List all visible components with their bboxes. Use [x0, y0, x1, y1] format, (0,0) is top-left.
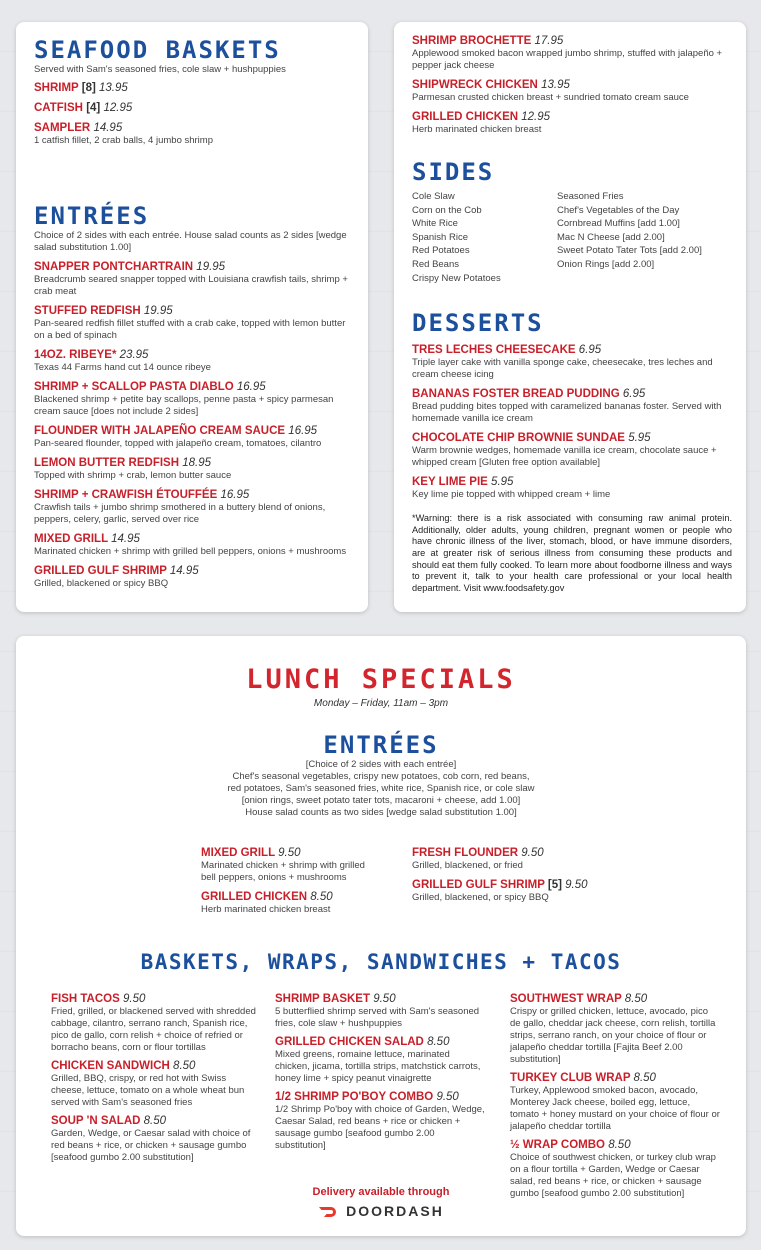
side-item: White Rice [412, 218, 458, 230]
menu-item-description: Herb marinated chicken breast [412, 124, 542, 135]
entrees-heading: ENTRÉES [34, 202, 150, 230]
menu-item [51, 1059, 261, 1109]
menu-item-name: SHRIMP + SCALLOP PASTA DIABLO [34, 381, 234, 393]
menu-item-title [34, 304, 352, 318]
side-item: Red Beans [412, 258, 460, 270]
menu-item-title [510, 992, 720, 1006]
menu-item [412, 846, 612, 872]
menu-item-price: 16.95 [220, 489, 250, 501]
menu-item-title [412, 34, 732, 48]
doordash-icon [318, 1205, 340, 1217]
menu-item-price: 8.50 [143, 1115, 167, 1127]
delivery-text: Delivery available through [312, 1186, 450, 1198]
menu-item [34, 564, 352, 590]
menu-item-description: Fried, grilled, or blackened served with shredded cabbage, cilantro, serrano ranch, Spanish rice, pico de gallo, corn relish + choice of refried or borracho beans, corn or flour tortillas [51, 1006, 256, 1053]
menu-item [412, 475, 732, 501]
menu-item-name: CHOCOLATE CHIP BROWNIE SUNDAE [412, 432, 625, 445]
sides-heading: SIDES [412, 158, 495, 186]
side-item: Mac N Cheese [add 2.00] [557, 231, 665, 243]
menu-item-price: 6.95 [622, 388, 646, 401]
menu-item-name: LEMON BUTTER REDFISH [34, 457, 180, 469]
menu-item-title [412, 846, 612, 860]
menu-item-title [510, 1138, 720, 1152]
desserts-list [412, 343, 732, 501]
lunch-hours: Monday – Friday, 11am – 3pm [313, 698, 449, 709]
menu-item-price: 19.95 [143, 305, 173, 317]
menu-item-price: 14.95 [111, 533, 140, 545]
menu-item [34, 348, 352, 374]
menu-item-title [412, 878, 612, 892]
menu-item [510, 992, 720, 1066]
side-item: Corn on the Cob [412, 204, 482, 216]
menu-item-title [412, 78, 732, 92]
menu-item-title [201, 846, 381, 860]
menu-item-price: 16.95 [236, 381, 266, 393]
menu-item-description: 5 butterflied shrimp served with Sam's seasoned fries, cole slaw + hushpuppies [275, 1006, 480, 1029]
menu-item [275, 992, 485, 1030]
menu-item-name: CATFISH [34, 102, 83, 114]
menu-item [34, 456, 352, 482]
lunch-note-line: House salad counts as two sides [wedge salad substitution 1.00] [245, 807, 517, 818]
menu-item [34, 260, 352, 298]
seafood-baskets-heading: SEAFOOD BASKETS [34, 36, 281, 64]
menu-item-title [34, 348, 352, 362]
menu-item-price: 8.50 [427, 1036, 450, 1048]
menu-item-price: 12.95 [521, 111, 551, 123]
side-item: Cole Slaw [412, 191, 455, 202]
side-item: Red Potatoes [412, 245, 470, 257]
menu-item-title [34, 532, 352, 546]
menu-item [412, 343, 732, 381]
menu-item-name: TURKEY CLUB WRAP [510, 1072, 631, 1084]
entrees-note: Choice of 2 sides with each entrée. House salad counts as 2 sides [wedge salad substitution 1.00] [34, 230, 347, 253]
menu-item-price: 8.50 [624, 993, 648, 1005]
menu-item [51, 992, 261, 1054]
menu-item-price: 9.50 [123, 993, 146, 1005]
menu-item [412, 431, 732, 469]
menu-item-title [34, 564, 352, 578]
lunch-items-left [201, 846, 381, 916]
menu-item-name: 14OZ. RIBEYE* [34, 349, 117, 361]
menu-item-description: Marinated chicken + shrimp with grilled bell peppers, onions + mushrooms [34, 546, 347, 557]
menu-item [275, 1090, 485, 1152]
menu-item-price: 9.50 [565, 879, 588, 891]
menu-item-price: 8.50 [608, 1139, 631, 1151]
menu-item-title [275, 1035, 485, 1049]
menu-item-price: 8.50 [310, 891, 333, 903]
menu-item-price: 14.95 [169, 565, 199, 577]
side-item: Chef's Vegetables of the Day [557, 204, 680, 216]
menu-item-description: Warm brownie wedges, homemade vanilla ice cream, chocolate sauce + whipped cream [Gluten free option available] [412, 445, 717, 469]
menu-item-price: 5.95 [628, 432, 651, 445]
sides-column-left [412, 190, 557, 285]
menu-item-name: MIXED GRILL [201, 847, 275, 859]
menu-item-name: SHRIMP BROCHETTE [412, 35, 532, 47]
lunch-note-line: Chef's seasonal vegetables, crispy new potatoes, cob corn, red beans, [232, 771, 530, 782]
menu-item [34, 121, 352, 147]
menu-item-name: GRILLED CHICKEN [201, 891, 308, 903]
menu-item-description: 1 catfish fillet, 2 crab balls, 4 jumbo shrimp [34, 135, 213, 146]
menu-item-description: 1/2 Shrimp Po'boy with choice of Garden, Wedge, Caesar Salad, red beans + rice or chicken + sausage gumbo [seafood gumbo 2.00 substitution] [275, 1104, 485, 1151]
menu-item [412, 110, 732, 136]
menu-item-price: 23.95 [119, 349, 149, 361]
menu-item-name: FRESH FLOUNDER [412, 847, 519, 859]
menu-item [412, 878, 612, 904]
menu-item [275, 1035, 485, 1085]
menu-item-name: BANANAS FOSTER BREAD PUDDING [412, 388, 620, 401]
menu-item-price: 16.95 [288, 425, 318, 437]
menu-item-price: 13.95 [99, 82, 128, 94]
menu-item-title [412, 431, 732, 445]
menu-item [412, 34, 732, 72]
seafood-baskets-note: Served with Sam's seasoned fries, cole slaw + hushpuppies [34, 64, 286, 75]
seafood-baskets-list [34, 81, 352, 147]
doordash-wordmark: DOORDASH [346, 1202, 444, 1219]
menu-item-title [275, 992, 485, 1006]
side-item: Crispy New Potatoes [412, 272, 501, 284]
side-item: Seasoned Fries [557, 191, 624, 202]
side-item: Onion Rings [add 2.00] [557, 258, 655, 270]
menu-item-price: 19.95 [196, 261, 226, 273]
menu-item-price: 9.50 [278, 847, 301, 859]
menu-item-description: Bread pudding bites topped with caramelized bananas foster. Served with homemade vanilla ice cream [412, 401, 722, 425]
menu-item-description: Crawfish tails + jumbo shrimp smothered in a buttery blend of onions, peppers, celery, garlic, served over rice [34, 502, 326, 525]
menu-item-description: Blackened shrimp + petite bay scallops, penne pasta + spicy parmesan cream sauce [does not include 2 sides] [34, 394, 334, 417]
menu-item [34, 380, 352, 418]
menu-item-name: FLOUNDER WITH JALAPEÑO CREAM SAUCE [34, 425, 286, 437]
menu-item-title [34, 81, 352, 95]
menu-item-name: GRILLED GULF SHRIMP [34, 565, 167, 577]
lunch-specials-heading: LUNCH SPECIALS [246, 664, 516, 695]
menu-item-price: 17.95 [534, 35, 564, 47]
menu-item-price: 13.95 [541, 79, 570, 91]
menu-item-title [51, 1059, 261, 1073]
menu-item-title [34, 424, 352, 438]
menu-item [412, 78, 732, 104]
baskets-column-1 [51, 992, 261, 1164]
menu-item-description: Marinated chicken + shrimp with grilled bell peppers, onions + mushrooms [201, 860, 365, 883]
menu-card-sides-desserts [394, 22, 746, 612]
menu-card-seafood-entrees [16, 22, 368, 612]
menu-item [201, 846, 381, 884]
raw-food-warning: *Warning: there is a risk associated with consuming raw animal protein. Additionally, older adults, young children, pregnant women or people who have chronic illness of the liver, stomach, blood, or have immune disorders, are at greater risk of serious illness from consuming these products and should eat them fully cooked. To learn more about foodborne illness and ways to prevent it, talk to your health care professional or your local health department. Visit www.foodsafety.gov [412, 513, 732, 593]
more-entrees-list [412, 34, 732, 136]
menu-item-description: Choice of southwest chicken, or turkey club wrap on a flour tortilla + Garden, Wedge or Caesar salad, red beans + rice, or chicken + sausage gumbo [seafood gumbo 2.00 substitution] [510, 1152, 716, 1199]
menu-item [34, 304, 352, 342]
menu-item-name: SNAPPER PONTCHARTRAIN [34, 261, 194, 273]
menu-item-description: Parmesan crusted chicken breast + sundried tomato cream sauce [412, 92, 689, 103]
menu-item-description: Grilled, BBQ, crispy, or red hot with Swiss cheese, lettuce, tomato on a whole wheat bun served with Sam's seasoned fries [51, 1073, 245, 1108]
menu-item-description: Pan-seared redfish fillet stuffed with a crab cake, topped with lemon butter on a bed of spinach [34, 318, 346, 341]
menu-item-name: 1/2 SHRIMP PO'BOY COMBO [275, 1091, 434, 1103]
baskets-column-3 [510, 992, 720, 1200]
side-item: Cornbread Muffins [add 1.00] [557, 218, 680, 230]
menu-item [201, 890, 381, 916]
menu-item-name: SHIPWRECK CHICKEN [412, 79, 538, 91]
menu-item-name: CHICKEN SANDWICH [51, 1060, 170, 1072]
desserts-heading: DESSERTS [412, 309, 544, 338]
menu-item-title [412, 387, 732, 401]
menu-item-name: SAMPLER [34, 122, 91, 134]
menu-item-description: Turkey, Applewood smoked bacon, avocado, Monterey Jack cheese, boiled egg, lettuce, tomato + honey mustard on your choice of flour or jalapeño cheddar tortilla [510, 1085, 720, 1132]
lunch-entrees-heading: ENTRÉES [323, 731, 439, 759]
menu-item [34, 81, 352, 95]
menu-item [34, 532, 352, 558]
menu-item-name: FISH TACOS [51, 993, 120, 1005]
menu-item-title [34, 488, 352, 502]
lunch-items-right [412, 846, 612, 904]
menu-item-price: 9.50 [373, 993, 396, 1005]
menu-item-name: SHRIMP BASKET [275, 993, 370, 1005]
menu-item-price: 14.95 [93, 122, 123, 134]
menu-item-name: STUFFED REDFISH [34, 305, 141, 317]
menu-item-price: 8.50 [633, 1072, 656, 1084]
baskets-heading: BASKETS, WRAPS, SANDWICHES + TACOS [140, 950, 622, 974]
menu-item-count: [5] [547, 879, 562, 891]
menu-item-title [34, 456, 352, 470]
menu-item-description: Topped with shrimp + crab, lemon butter sauce [34, 470, 232, 481]
lunch-note-line: [onion rings, sweet potato tater tots, macaroni + cheese, add 1.00] [241, 795, 521, 806]
menu-item-price: 8.50 [173, 1060, 196, 1072]
menu-item-title [34, 101, 352, 115]
menu-item-price: 9.50 [436, 1091, 459, 1103]
menu-item [412, 387, 732, 425]
menu-item-name: GRILLED GULF SHRIMP [412, 879, 545, 891]
menu-item [34, 488, 352, 526]
menu-item-description: Garden, Wedge, or Caesar salad with choice of red beans + rice, or chicken + sausage gumbo [seafood gumbo 2.00 substitution] [51, 1128, 251, 1163]
menu-item-name: SOUP 'N SALAD [51, 1115, 141, 1127]
doordash-logo[interactable] [16, 1202, 746, 1220]
menu-item-title [34, 380, 352, 394]
menu-item-name: ½ WRAP COMBO [510, 1139, 605, 1151]
menu-item-description: Grilled, blackened or spicy BBQ [34, 578, 169, 589]
menu-item-price: 12.95 [103, 102, 133, 114]
menu-item-name: GRILLED CHICKEN SALAD [275, 1036, 424, 1048]
baskets-column-2 [275, 992, 485, 1152]
menu-item-description: Grilled, blackened, or spicy BBQ [412, 892, 549, 903]
menu-item [34, 424, 352, 450]
menu-item-name: SHRIMP + CRAWFISH ÉTOUFFÉE [34, 489, 218, 501]
menu-item-name: KEY LIME PIE [412, 476, 488, 489]
menu-item [510, 1071, 720, 1133]
menu-item-title [51, 1114, 261, 1128]
menu-item-price: 6.95 [578, 344, 602, 357]
lunch-note-line: red potatoes, Sam's seasoned fries, white rice, Spanish rice, or cole slaw [227, 783, 535, 794]
menu-item [51, 1114, 261, 1164]
menu-card-lunch-specials [16, 636, 746, 1236]
menu-item-description: Grilled, blackened, or fried [412, 860, 523, 871]
menu-item-title [510, 1071, 720, 1085]
menu-item-price: 5.95 [491, 476, 514, 489]
menu-item-title [51, 992, 261, 1006]
sides-column-right [557, 190, 702, 285]
menu-item-name: TRES LECHES CHEESECAKE [412, 344, 576, 357]
menu-item-title [275, 1090, 485, 1104]
menu-item-name: SHRIMP [34, 82, 79, 94]
menu-item-title [412, 110, 732, 124]
menu-item-title [34, 121, 352, 135]
side-item: Sweet Potato Tater Tots [add 2.00] [557, 245, 702, 257]
menu-item-title [412, 475, 732, 489]
menu-item-title [34, 260, 352, 274]
lunch-note-line: [Choice of 2 sides with each entrée] [305, 759, 457, 770]
lunch-entrees-note [16, 759, 746, 819]
menu-item-price: 18.95 [182, 457, 212, 469]
menu-item-description: Triple layer cake with vanilla sponge cake, cheesecake, tres leches and cream cheese icing [412, 357, 713, 381]
side-item: Spanish Rice [412, 231, 468, 243]
menu-item-description: Key lime pie topped with whipped cream + lime [412, 489, 611, 501]
menu-item-price: 9.50 [521, 847, 544, 859]
menu-item-description: Texas 44 Farms hand cut 14 ounce ribeye [34, 362, 211, 373]
menu-item-count: [8] [81, 82, 96, 94]
menu-item [34, 101, 352, 115]
menu-item-title [201, 890, 381, 904]
menu-item-name: GRILLED CHICKEN [412, 111, 519, 123]
sides-list [412, 190, 732, 285]
menu-item-name: SOUTHWEST WRAP [510, 993, 622, 1005]
menu-item-description: Applewood smoked bacon wrapped jumbo shrimp, stuffed with jalapeño + pepper jack cheese [412, 48, 723, 71]
menu-item-description: Pan-seared flounder, topped with jalapeño cream, tomatoes, cilantro [34, 438, 322, 449]
menu-item-description: Mixed greens, romaine lettuce, marinated chicken, jicama, tortilla strips, matchstick carrots, honey lime + spicy peanut vinaigrette [275, 1049, 481, 1084]
menu-item-title [412, 343, 732, 357]
entrees-list [34, 260, 352, 590]
menu-item-name: MIXED GRILL [34, 533, 108, 545]
menu-item-description: Herb marinated chicken breast [201, 904, 331, 915]
menu-item-count: [4] [86, 102, 101, 114]
menu-item-description: Breadcrumb seared snapper topped with Louisiana crawfish tails, shrimp + crab meat [34, 274, 348, 297]
menu-item-description: Crispy or grilled chicken, lettuce, avocado, pico de gallo, cheddar jack cheese, corn relish, tortilla strips, serrano ranch, on your choice of flour or jalapeño cheddar tortilla [Fajita Beef 2.00 substitution] [510, 1006, 716, 1065]
